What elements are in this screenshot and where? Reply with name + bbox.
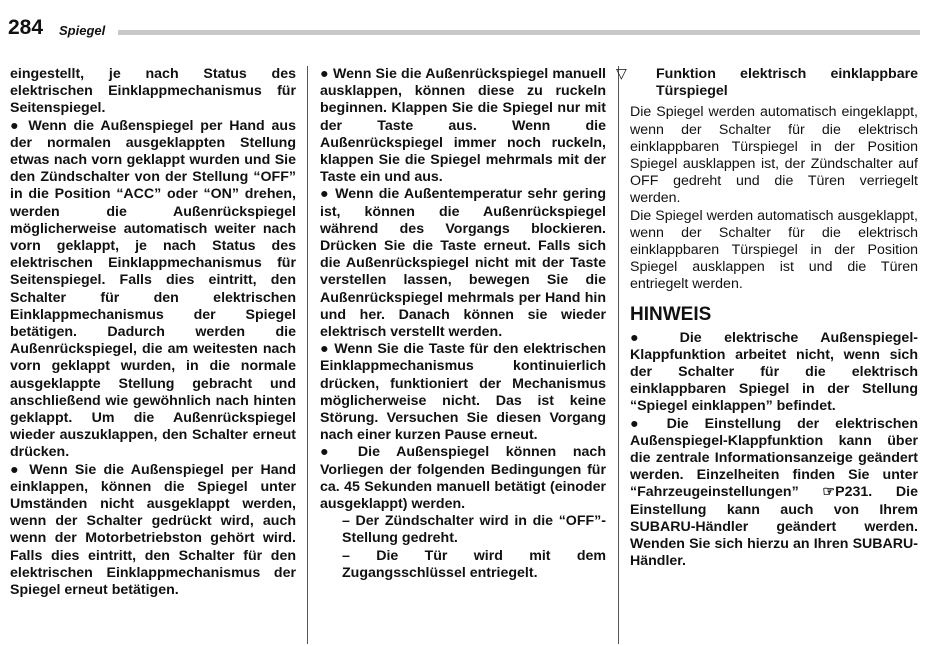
- bullet-paragraph: ● Wenn Sie die Taste für den elektrischen Einklappmechanismus kontinuierlich drücken, funktioniert der Mechanismus möglicherweise nicht. Das ist keine Störung. Versuchen Sie diesen Vorgang nach einer kurzen Pause erneut.: [320, 341, 606, 444]
- page-reference-link[interactable]: ☞P231: [822, 484, 869, 501]
- paragraph: eingestellt, je nach Status des elektrischen Einklappmechanismus für Seitenspiegel.: [10, 66, 296, 117]
- dash-item: – Der Zündschalter wird in die “OFF”-Stellung gedreht.: [342, 513, 606, 547]
- bullet-paragraph: [630, 416, 918, 571]
- subheading-text: Funktion elektrisch einklappbare Türspiegel: [656, 66, 918, 100]
- bullet-paragraph: ● Die Außenspiegel können nach Vorliegen der folgenden Bedingungen für ca. 45 Sekunden manuell betätigt (einoder ausgeklappt) werden.: [320, 444, 606, 513]
- bullet-paragraph: ● Die elektrische Außenspiegel-Klappfunktion arbeitet nicht, wenn sich der Schalter für die elektrisch einklappbaren Spiegel in der Stellung “Spiegel einklappen” befindet.: [630, 329, 918, 415]
- bullet-paragraph: ● Wenn die Außenspiegel per Hand aus der normalen ausgeklappten Stellung etwas nach vorn geklappt wurden und Sie den Zündschalter von der Stellung “OFF” in die Position “ACC” oder “ON” drehen, werden die Außenrückspiegel möglicherweise automatisch weiter nach vorn geklappt, je nach Status des elektrischen Einklappmechanismus für Seitenspiegel. Falls dies eintritt, den Schalter für den elektrischen Einklappmechanismus der Spiegel betätigen. Dadurch werden die Außenrückspiegel, die am weitesten nach vorn geklappt wurden, in die normale ausgeklappte Stellung gebracht und anschließend wie gewöhnlich nach hinten geklappt. Um die Außenrückspiegel wieder auszuklappen, den Schalter erneut drücken.: [10, 117, 296, 461]
- column-2: [320, 66, 606, 582]
- text: . Die Einstellung kann auch von Ihrem SUBARU-Händler geändert werden. Wenden Sie sich hierzu an Ihren SUBARU-Händler.: [630, 484, 918, 570]
- bullet-paragraph: ● Wenn Sie die Außenrückspiegel manuell ausklappen, können diese zu ruckeln beginnen. Klappen Sie die Spiegel nur mit der Taste aus. Wenn die Außenrückspiegel immer noch ruckeln, klappen Sie die Spiegel mehrmals mit der Taste ein und aus.: [320, 66, 606, 186]
- header-rule: [118, 30, 920, 35]
- hinweis-heading: HINWEIS: [630, 303, 712, 325]
- bullet-paragraph: ● Wenn Sie die Außenspiegel per Hand einklappen, können die Spiegel unter Umständen nicht ausgeklappt werden, wenn der Schalter gedrückt wird, auch wenn der Motorbetriebston gehört wird. Falls dies eintritt, den Schalter für den elektrischen Einklappmechanismus der Spiegel erneut betätigen.: [10, 461, 296, 599]
- paragraph: Die Spiegel werden automatisch eingeklappt, wenn der Schalter für die elektrisch einklappbaren Türspiegel in der Position Spiegel ausklappen ist, der Zündschalter auf OFF gedreht und die Türen verriegelt werden.: [630, 104, 918, 207]
- bullet-paragraph: ● Wenn die Außentemperatur sehr gering ist, können die Außenrückspiegel während des Vorgangs blockieren. Drücken Sie die Taste erneut. Falls sich die Außenrückspiegel nicht mit der Taste verstellen lassen, bewegen Sie die Außenrückspiegel mehrmals per Hand hin und her. Danach können sie wieder elektrisch verstellt werden.: [320, 186, 606, 341]
- column-divider-1: [307, 66, 308, 644]
- section-title: Spiegel: [59, 23, 106, 38]
- text: ● Die Einstellung der elektrischen Außenspiegel-Klappfunktion kann über die zentrale Informationsanzeige geändert werden. Einzelheiten finden Sie unter “Fahrzeugeinstellungen”: [630, 415, 918, 501]
- column-1: [10, 66, 296, 599]
- column-divider-2: [618, 66, 619, 644]
- dash-item: – Die Tür wird mit dem Zugangsschlüssel entriegelt.: [342, 547, 606, 581]
- page-header: [8, 16, 920, 40]
- triangle-marker-icon: ▽: [616, 66, 627, 82]
- page-number: 284: [8, 16, 44, 39]
- column-3: [616, 66, 918, 570]
- subheading: [616, 66, 918, 100]
- paragraph: Die Spiegel werden automatisch ausgeklappt, wenn der Schalter für die elektrisch einklappbaren Türspiegel in der Position Spiegel ausklappen ist und die Türen entriegelt werden.: [630, 207, 918, 293]
